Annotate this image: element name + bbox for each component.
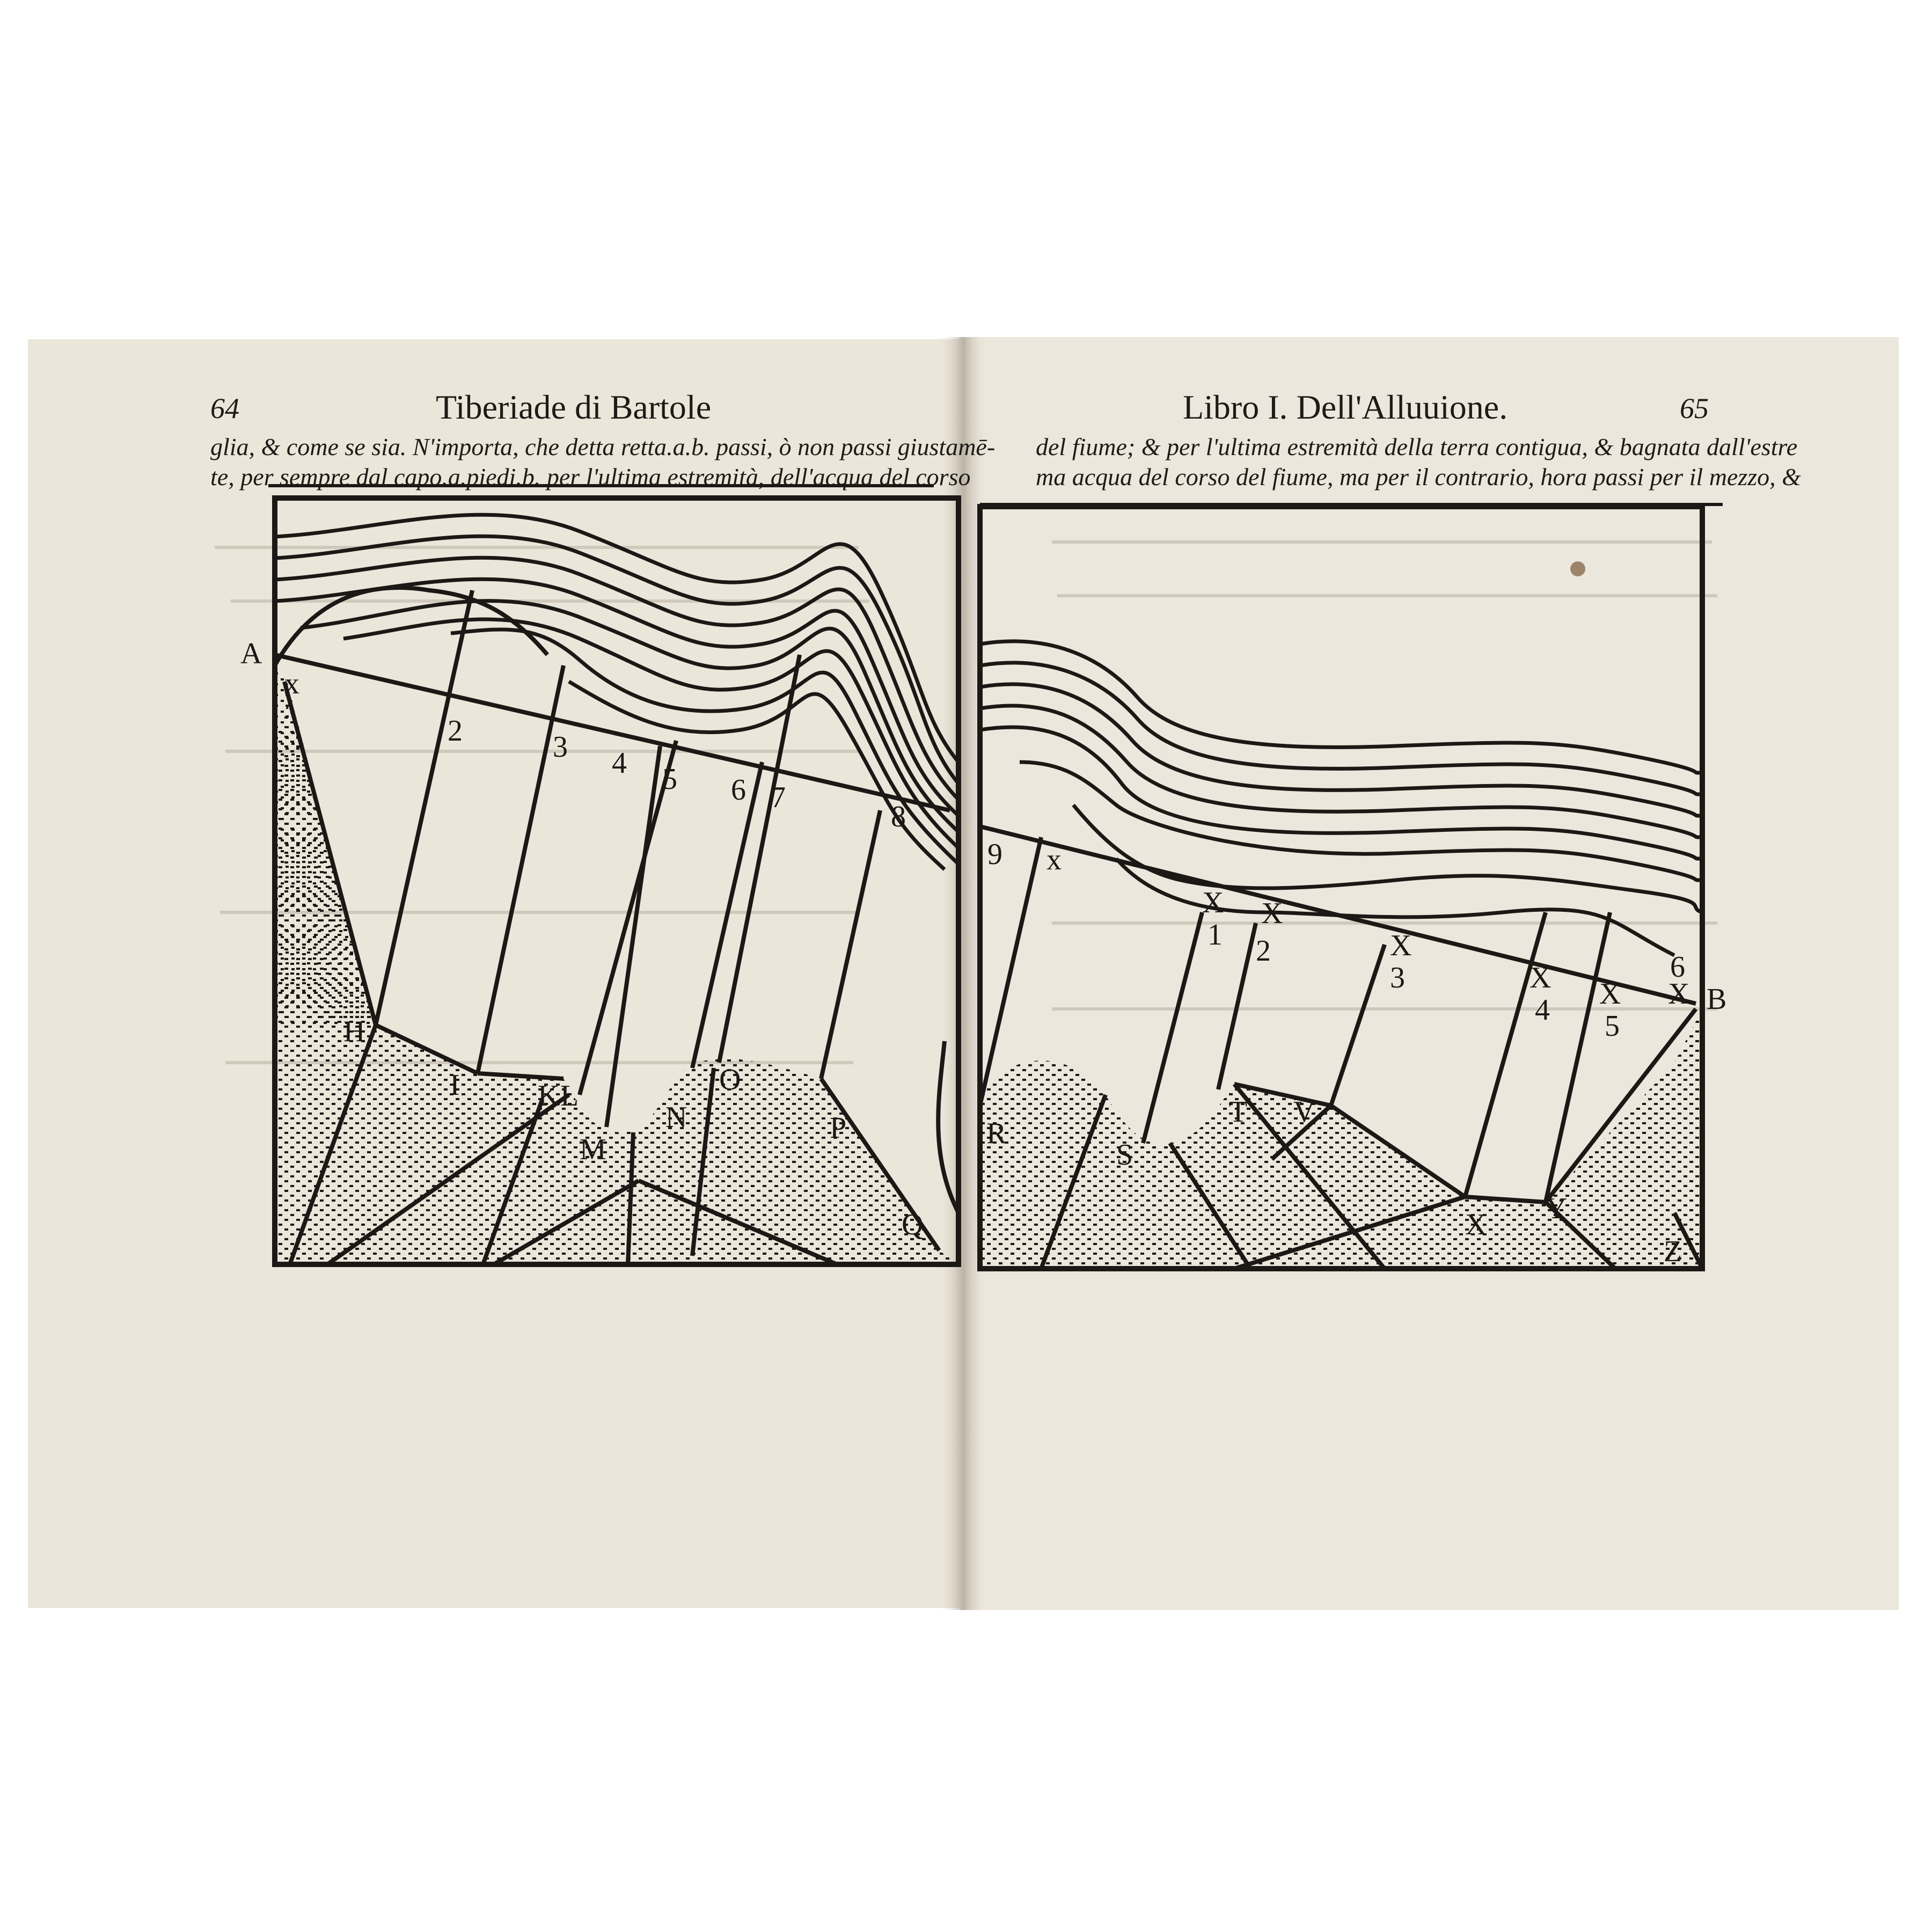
label-7: 7 — [771, 781, 786, 814]
label-9: 9 — [987, 838, 1002, 871]
label-3: 3 — [553, 730, 568, 764]
label-2: 2 — [448, 714, 463, 748]
label-P: P — [830, 1111, 847, 1145]
label-M: M — [580, 1133, 606, 1166]
label-N: N — [665, 1101, 687, 1134]
right-text-line-2: ma acqua del corso del fiume, ma per il contrario, hora passi per il mezzo, & — [1036, 463, 1801, 491]
paper-stain — [1570, 561, 1585, 576]
label-X-bottom: X — [1465, 1208, 1487, 1241]
label-I: I — [450, 1069, 460, 1102]
label-Y: Y — [1546, 1192, 1568, 1225]
right-running-head: Libro I. Dell'Alluuione. — [1183, 388, 1508, 426]
label-Z: Z — [1664, 1235, 1682, 1268]
label-X6: X — [1668, 977, 1690, 1011]
label-X1-x: X — [1202, 886, 1224, 919]
label-X5-num: 5 — [1605, 1009, 1620, 1043]
label-6-right: 6 — [1670, 950, 1685, 984]
left-text-line-1: glia, & come se sia. N'importa, che detta retta.a.b. passi, ò non passi giustamē- — [210, 433, 996, 460]
label-X1-num: 1 — [1208, 918, 1223, 952]
label-X3-x: X — [1390, 929, 1412, 962]
label-Q: Q — [902, 1208, 924, 1241]
label-4: 4 — [612, 747, 627, 780]
label-B: B — [1707, 983, 1727, 1016]
label-R: R — [986, 1117, 1007, 1150]
label-X2-x: X — [1261, 897, 1283, 930]
label-A: A — [240, 637, 262, 670]
label-x-right: x — [1046, 843, 1062, 876]
right-text-line-1: del fiume; & per l'ultima estremità della terra contigua, & bagnata dall'estre — [1036, 433, 1798, 460]
label-8: 8 — [891, 800, 906, 833]
label-5: 5 — [662, 763, 677, 796]
label-L: L — [560, 1079, 579, 1113]
label-x-left: x — [284, 667, 299, 700]
label-H: H — [343, 1015, 365, 1048]
left-text-line-2: te, per sempre dal capo.a.piedi.b. per l'ultima estremità, dell'acqua del corso — [210, 463, 971, 491]
left-running-head: Tiberiade di Bartole — [436, 388, 712, 426]
right-page — [960, 337, 1899, 1610]
right-folio: 65 — [1680, 392, 1709, 425]
label-T: T — [1229, 1095, 1248, 1129]
label-6: 6 — [731, 773, 746, 807]
label-X4-x: X — [1529, 961, 1552, 994]
label-X2-num: 2 — [1256, 934, 1271, 968]
label-X3-num: 3 — [1390, 961, 1405, 994]
label-X5-x: X — [1599, 977, 1621, 1011]
left-folio: 64 — [210, 392, 239, 425]
label-V: V — [1293, 1095, 1315, 1129]
label-X4-num: 4 — [1535, 993, 1550, 1027]
label-S: S — [1116, 1138, 1133, 1172]
label-O: O — [719, 1063, 741, 1096]
label-K: K — [538, 1079, 560, 1113]
